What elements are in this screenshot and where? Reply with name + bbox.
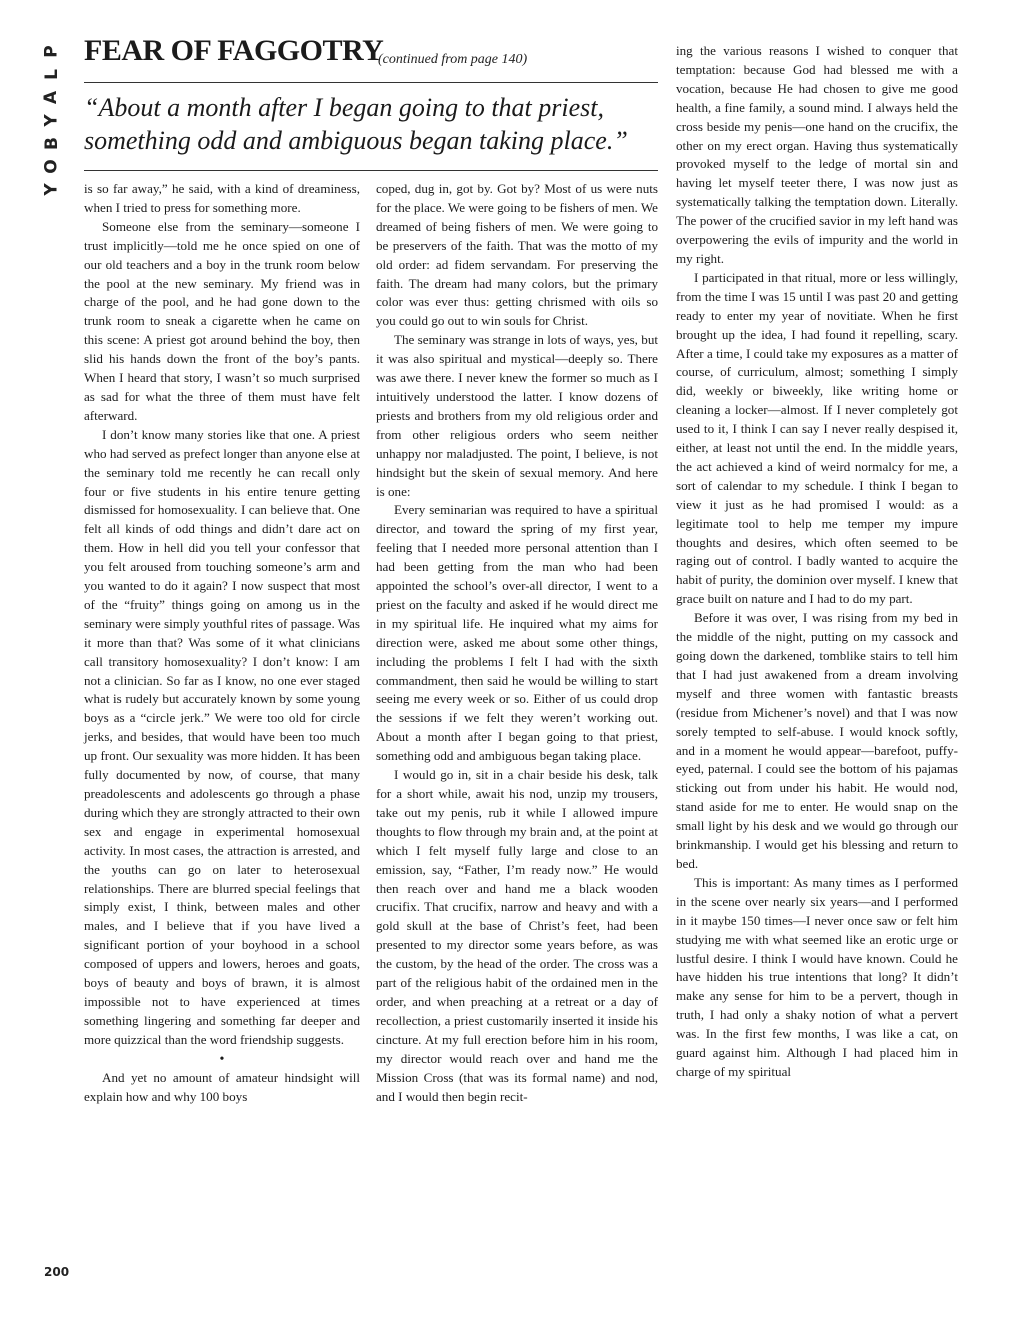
column-1	[84, 180, 360, 1107]
header-rule-top	[84, 82, 658, 83]
column-3	[676, 42, 958, 1082]
magazine-brand	[40, 40, 64, 196]
brand-letter: O	[41, 159, 62, 174]
brand-letter: Y	[41, 183, 62, 196]
paragraph: This is important: As many times as I performed in the scene over nearly six years—and I performed in it maybe 150 times—I never once saw or felt him studying me with what seemed like an erotic urge or lustful desire. I think I would have known. Could he have hidden his true intentions that long? It didn’t make any sense for him to be a pervert, though in truth, I had only a shaky notion of what a pervert was. In the first few months, I was like a cat, on guard against him. Although I had placed him in charge of my spiritual	[676, 874, 958, 1079]
brand-letter: Y	[41, 114, 62, 127]
paragraph: I participated in that ritual, more or less willingly, from the time I was 15 until I was past 20 and getting ready to enter my year of novitiate. When he first brought up the idea, I had found it repelling, scary. After a time, I could take my exposures as a matter of course, of curriculum, almost; something I simply did, weekly or biweekly, like writing home or cleaning a locker—almost. If I never completely got used to it, I think I can say I never really despised it, either, at least not until the end. In the middle years, the act achieved a kind of weird normalcy for me, a sort of calendar to my schedule. I think I began to view it just as he had promised I would: as a legitimate tool to help me temper my impure thoughts and desires, which often seemed to be raging out of control. I badly wanted to acquire the habit of purity, the dominion over myself. I knew that grace built on nature and I had to do my part.	[676, 269, 958, 607]
paragraph: Someone else from the seminary—someone I trust implicitly—told me he once spied on one of our old teachers and a boy in the trunk room below the pool at the new seminary. My friend was in charge of the pool, and he had gone down to the trunk room to sneak a cigarette when he came on this scene: A priest got around behind the boy, then slid his hands down the front of the boy’s pants. When I heard that story, I wasn’t so much surprised as sad for what the three of them must have felt afterward.	[84, 218, 360, 423]
header-rule-bottom	[84, 170, 658, 171]
brand-letter: B	[41, 137, 62, 150]
paragraph: coped, dug in, got by. Got by? Most of us were nuts for the place. We were going to be fishers of men. We dreamed of being fishers of men. We were going to be preservers of the faith. That was the motto of my old order: ad fidem servandam. For preserving the faith. The dream had many colors, but the primary color was ever thus: getting chrismed with oils so you could go out to win souls for Christ.	[376, 181, 658, 329]
paragraph: is so far away,” he said, with a kind of dreaminess, when I tried to press for something more.	[84, 181, 360, 215]
section-break: •	[219, 1051, 225, 1067]
paragraph: Before it was over, I was rising from my bed in the middle of the night, putting on my cassock and going down the darkened, tomblike stairs to tell him that I had just awakened from a dream involving myself and three women with fantastic breasts (residue from Michener’s novel) and that I was now sorely tempted to self-abuse. I would knock softly, and in a moment he would appear—barefoot, puffy-eyed, paternal. I could see the bottom of his pajamas sticking out from under his habit. He would nod, stand aside for me to enter. He would snap on the small light by his desk and we would go through our brinkmanship. I would get his blessing and return to bed.	[676, 610, 958, 871]
paragraph: Every seminarian was required to have a spiritual director, and toward the spring of my first year, feeling that I needed more personal attention than I had been getting from the man who had been appointed the school’s over-all director, I went to a priest on the faculty and asked if he would direct me in my spiritual life. He inquired what my aims for direction were, asked me about some other things, including the problems I felt I had with the sixth commandment, then said he would be willing to start seeing me every week or so. Either of us could drop the sessions if we felt they weren’t working out. About a month after I began going to that priest, something odd and ambiguous began taking place.	[376, 502, 658, 764]
pull-quote: “About a month after I began going to that priest, something odd and ambiguous began taking place.”	[84, 93, 628, 155]
article-title: FEAR OF FAGGOTRY	[84, 34, 384, 67]
continued-note: (continued from page 140)	[378, 52, 528, 67]
page-number: 200	[44, 1265, 70, 1279]
paragraph: ing the various reasons I wished to conquer that temptation: because God had blessed me with a vocation, because He had chosen to give me good health, a fine family, a sound mind. I always held the cross beside my penis—one hand on the crucifix, the other on my erect organ. Having thus systematically provoked myself to the ledge of mortal sin and having let myself teeter there, I was now just as systematically talking the temptation down. Literally. The power of the crucified savior in my left hand was overpowering the evils of impurity and the world in my right.	[676, 43, 958, 266]
paragraph: I would go in, sit in a chair beside his desk, talk for a short while, await his nod, unzip my trousers, take out my penis, rub it while I allowed impure thoughts to flow through my brain and, at the point at which I felt myself fully large and close to an emission, say, “Father, I’m ready now.” He would then reach over and hand me a black wooden crucifix. That crucifix, narrow and heavy and with a gold skull at the base of Christ’s feet, had been presented to my director some years before, as was the custom, by the head of the order. The cross was a part of the religious habit of the ordained men in the order, and when preaching at a retreat or a day of recollection, a priest customarily inserted it inside his cincture. At my full erection before him in his room, my director would reach over and hand me the Mission Cross (that was its formal name) and nod, and I would then begin recit-	[376, 767, 658, 1104]
paragraph: And yet no amount of amateur hindsight will explain how and why 100 boys	[84, 1069, 360, 1104]
column-2	[376, 180, 658, 1106]
brand-letter: L	[41, 69, 62, 80]
brand-letter: A	[41, 90, 62, 105]
paragraph: I don’t know many stories like that one. A priest who had served as prefect longer than anyone else at the seminary told me recently he can recall only four or five students in his entire tenure getting dismissed for homosexuality. I can believe that. One felt all kinds of odd things and didn’t dare act on them. How in hell did you tell your confessor that you felt aroused from touching someone’s arm and you wanted to do it again? I now suspect that most of the “fruity” things going on among us in the seminary were simply youthful rites of passage. Was it more than that? Was some of it what clinicians call transitory homosexuality? I don’t know: I am not a clinician. So far as I know, no one ever staged what is rudely but accurately known by some young boys as a “circle jerk.” We were too old for circle jerks, and besides, that would have been too much up front. Our sexuality was more hidden. It has been fully documented by now, of course, that many preadolescents and adolescents go through a phase during which they are strongly attracted to their own sex and engage in experimental homosexual activity. In most cases, the attraction is arrested, and the youths can go on later to heterosexual relationships. There are blurred special feelings that simply exist, I think, between males and other males, and I believe that if you have lived a significant portion of your boyhood in a school composed of uppers and lowers, heroes and goats, boys of beauty and boys of brawn, it is almost impossible not to have experienced at times something lingering and something far deeper and more quizzical than the word friendship suggests.	[84, 426, 360, 1047]
paragraph: The seminary was strange in lots of ways, yes, but it was also spiritual and mystical—deeply so. There was awe there. I never knew the former so much as I intuitively understood the latter. I know dozens of priests and brothers from my old religious order and from other religious orders who seem neither unhappy nor maladjusted. The point, I believe, is not hindsight but the skein of sexual memory. And here is one:	[376, 332, 658, 499]
brand-letter: P	[41, 45, 62, 58]
